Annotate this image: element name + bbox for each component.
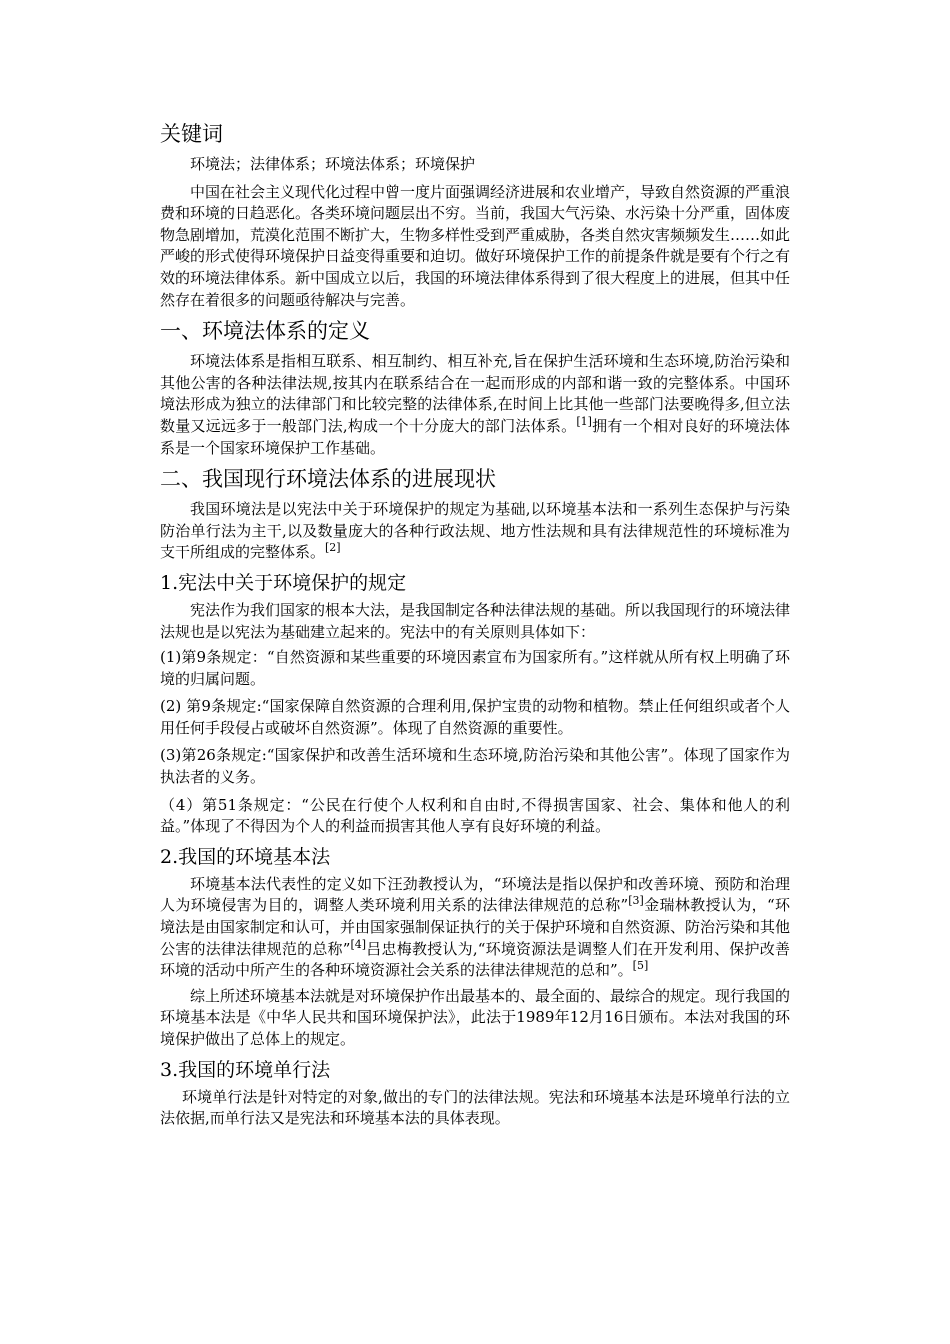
section-2-paragraph [160, 499, 790, 564]
subsection-1-title: 1.宪法中关于环境保护的规定 [160, 571, 407, 594]
section-1-title: 一、环境法体系的定义 [160, 319, 370, 344]
constitution-item-3: (3)第26条规定:“国家保护和改善生活环境和生态环境,防治污染和其他公害”。体现了国家作为执法者的义务。 [160, 746, 790, 787]
definition-lv: 吕忠梅教授认为,“环境资源法是调整人们在开发利用、保护改善环境的活动中所产生的各种环境资源社会关系的法律法律规范的总和”。 [160, 939, 790, 980]
subsection-2-paragraph-2: 综上所述环境基本法就是对环境保护作出最基本的、最全面的、最综合的规定。现行我国的环境基本法是《中华人民共和国环境保护法》，此法于1989年12月16日颁布。本法对我国的环境保护做出了总体上的规定。 [160, 986, 791, 1048]
subsection-2-title: 2.我国的环境基本法 [160, 845, 331, 868]
intro-paragraph: 中国在社会主义现代化过程中曾一度片面强调经济进展和农业增产，导致自然资源的严重浪费和环境的日趋恶化。各类环境问题层出不穷。当前，我国大气污染、水污染十分严重，固体废物急剧增加，荒漠化范围不断扩大，生物多样性受到严重威胁，各类自然灾害频频发生……如此严峻的形式使得环境保护日益变得重要和迫切。做好环境保护工作的前提条件就是要有个行之有效的环境法律体系。新中国成立以后，我国的环境法律体系得到了很大程度上的进展，但其中任然存在着很多的问题亟待解决与完善。 [160, 182, 791, 309]
section-2-text: 我国环境法是以宪法中关于环境保护的规定为基础,以环境基本法和一系列生态保护与污染防治单行法为主干,以及数量庞大的各种行政法规、地方性法规和具有法律规范性的环境标准为支干所组成的完整体系。 [160, 500, 790, 562]
reference-5: [5] [632, 959, 649, 973]
subsection-3-paragraph: 环境单行法是针对特定的对象,做出的专门的法律法规。宪法和环境基本法是环境单行法的立法依据,而单行法又是宪法和环境基本法的具体表现。 [160, 1087, 790, 1128]
section-1-paragraph [160, 351, 790, 459]
reference-2: [2] [325, 541, 341, 555]
keywords-heading: 关键词 [160, 122, 223, 146]
subsection-2-paragraph-1 [160, 874, 790, 982]
keywords-text: 环境法；法律体系；环境法体系；环境保护 [190, 155, 476, 173]
constitution-item-1: (1)第9条规定：“自然资源和某些重要的环境因素宣布为国家所有。”这样就从所有权上明确了环境的归属问题。 [160, 648, 790, 688]
section-2-title: 二、我国现行环境法体系的进展现状 [160, 467, 496, 492]
section-1-text: 环境法体系是指相互联系、相互制约、相互补充,旨在保护生活环境和生态环境,防治污染和其他公害的各种法律法规,按其内在联系结合在一起而形成的内部和谐一致的完整体系。中国环境法形成为独立的法律部门和比较完整的法律体系,在时间上比其他一些部门法要晚得多,但立法数量又远远多于一般部门法,构成一个十分庞大的部门法体系。 [160, 352, 790, 435]
definition-jin: 金瑞林教授认为，“环境法是由国家制定和认可，并由国家强制保证执行的关于保护环境和自然资源、防治污染和其他公害的法律法律规范的总称” [160, 896, 791, 958]
reference-3: [3] [628, 894, 644, 908]
constitution-item-2: (2) 第9条规定:“国家保障自然资源的合理利用,保护宝贵的动物和植物。禁止任何组织或者个人用任何手段侵占或破坏自然资源”。体现了自然资源的重要性。 [160, 697, 790, 737]
definition-wang: 环境基本法代表性的定义如下汪劲教授认为，“环境法是指以保护和改善环境、预防和治理人为环境侵害为目的，调整人类环境利用关系的法律法律规范的总称” [160, 874, 790, 915]
section-1-text-tail: 拥有一个相对良好的环境法体系是一个国家环境保护工作基础。 [160, 416, 790, 457]
subsection-1-paragraph: 宪法作为我们国家的根本大法，是我国制定各种法律法规的基础。所以我国现行的环境法律法规也是以宪法为基础建立起来的。宪法中的有关原则具体如下： [160, 600, 791, 641]
reference-4: [4] [350, 937, 367, 951]
document-page [160, 120, 790, 1134]
constitution-item-4: （4）第51条规定：“公民在行使个人权利和自由时,不得损害国家、社会、集体和他人的利益。”体现了不得因为个人的利益而损害其他人享有良好环境的利益。 [160, 795, 790, 836]
reference-1: [1] [576, 414, 592, 428]
subsection-3-title: 3.我国的环境单行法 [160, 1058, 331, 1081]
